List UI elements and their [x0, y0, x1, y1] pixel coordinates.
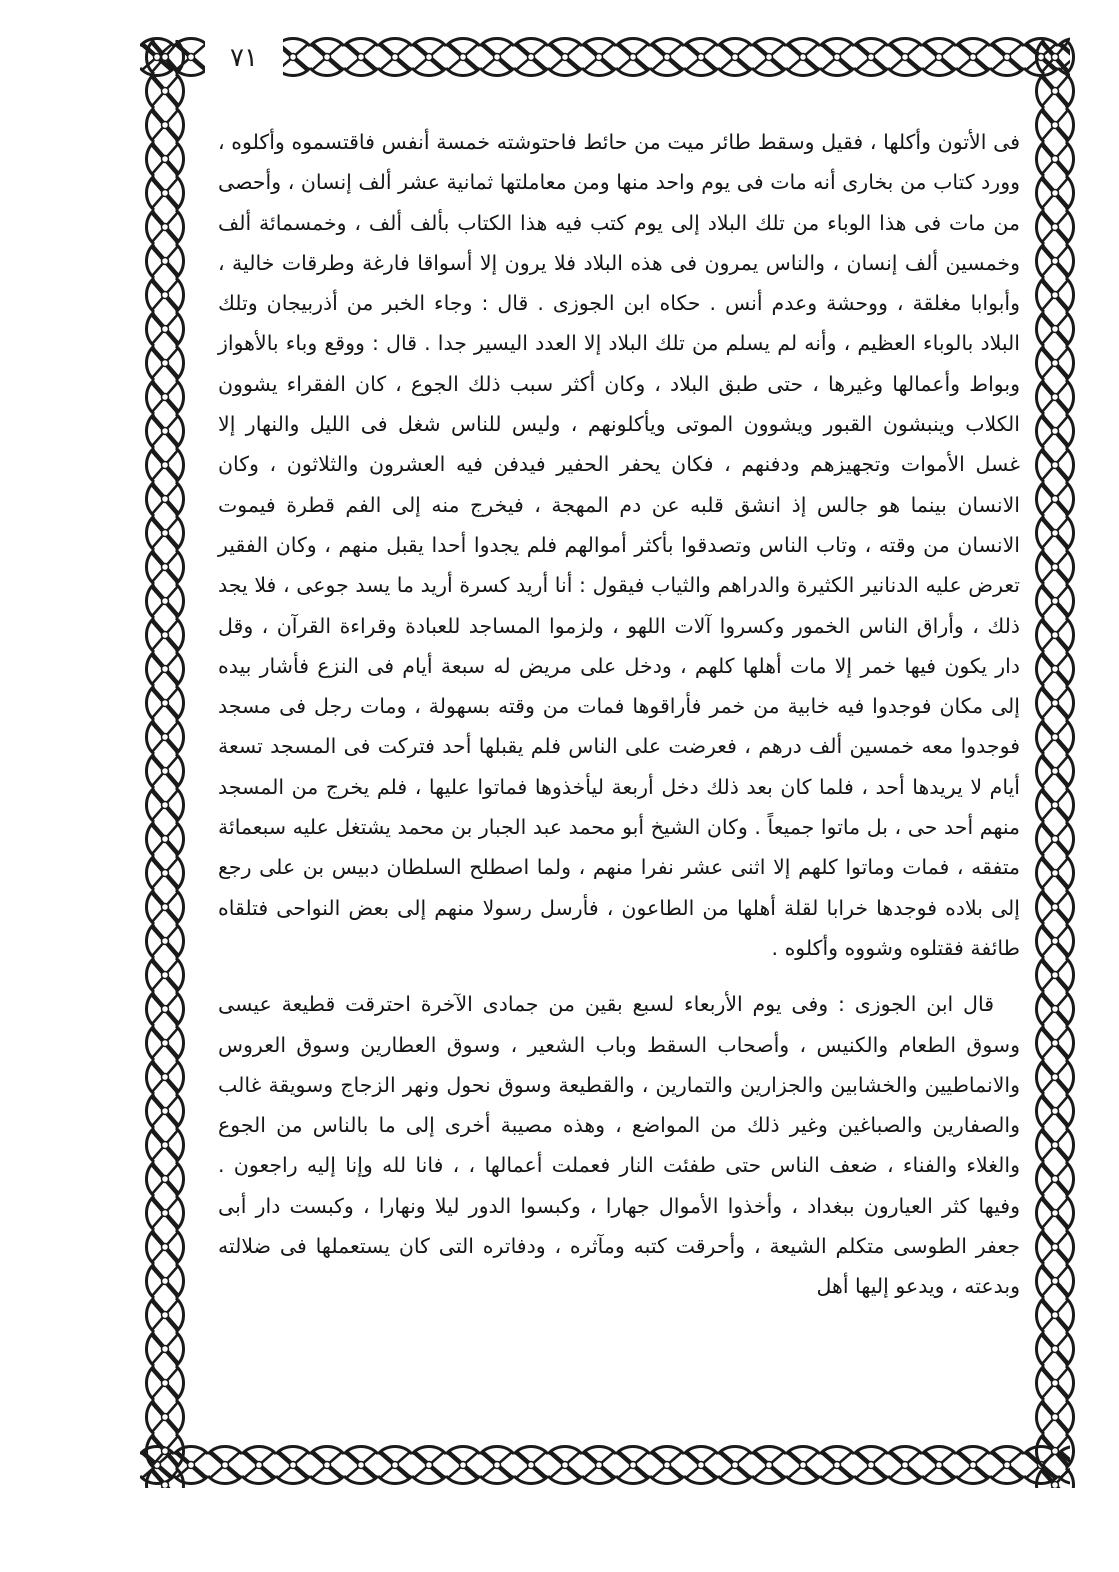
ornamental-border-right	[1030, 40, 1078, 1488]
page-number: ٧١	[230, 43, 258, 73]
paragraph: فى الأتون وأكلها ، فقيل وسقط طائر ميت من حائط فاحتوشته خمسة أنفس فاقتسموه وأكلوه ، وورد كتاب من بخارى أنه مات فى يوم واحد منها ومن معاملتها ثمانية عشر ألف إنسان ، وأحصى من مات فى هذا الوباء من تلك البلاد إلى يوم كتب فيه هذا الكتاب بألف ألف ، وخمسمائة ألف وخمسين ألف إنسان ، والناس يمرون فى هذه البلاد فلا يرون إلا أسواقا فارغة وطرقات خالية ، وأبوابا مغلقة ، ووحشة وعدم أنس . حكاه ابن الجوزى . قال : وجاء الخبر من أذربيجان وتلك البلاد بالوباء العظيم ، وأنه لم يسلم من تلك البلاد إلا العدد اليسير جدا . قال : ووقع وباء بالأهواز وبواط وأعمالها وغيرها ، حتى طبق البلاد ، وكان أكثر سبب ذلك الجوع ، كان الفقراء يشوون الكلاب وينبشون القبور ويشوون الموتى ويأكلونهم ، وليس للناس شغل فى الليل والنهار إلا غسل الأموات وتجهيزهم ودفنهم ، فكان يحفر الحفير فيدفن فيه العشرون والثلاثون ، وكان الانسان بينما هو جالس إذ انشق قلبه عن دم المهجة ، فيخرج منه إلى الفم قطرة فيموت الانسان من وقته ، وتاب الناس وتصدقوا بأكثر أموالهم فلم يجدوا أحدا يقبل منهم ، وكان الفقير تعرض عليه الدنانير الكثيرة والدراهم والثياب فيقول : أنا أريد كسرة أريد ما يسد جوعى ، فلا يجد ذلك ، وأراق الناس الخمور وكسروا آلات اللهو ، ولزموا المساجد للعبادة وقراءة القرآن ، وقل دار يكون فيها خمر إلا مات أهلها كلهم ، ودخل على مريض له سبعة أيام فى النزع فأشار بيده إلى مكان فوجدوا فيه خابية من خمر فأراقوها فمات من وقته بسهولة ، ومات رجل فى مسجد فوجدوا معه خمسين ألف درهم ، فعرضت على الناس فلم يقبلها أحد فتركت فى المسجد تسعة أيام لا يريدها أحد ، فلما كان بعد ذلك دخل أربعة ليأخذوها فماتوا عليها ، فلم يخرج من المسجد منهم أحد حى ، بل ماتوا جميعاً . وكان الشيخ أبو محمد عبد الجبار بن محمد يشتغل عليه سبعمائة متفقه ، فمات وماتوا كلهم إلا اثنى عشر نفرا منهم ، ولما اصطلح السلطان دبيس بن على رجع إلى بلاده فوجدها خرابا لقلة أهلها من الطاعون ، فأرسل رسولا منهم إلى بعض النواحى فتلقاه طائفة فقتلوه وشووه وأكلوه .	[218, 130, 1020, 960]
paragraph: قال ابن الجوزى : وفى يوم الأربعاء لسبع بقين من جمادى الآخرة احترقت قطيعة عيسى وسوق الطعام والكنيس ، وأصحاب السقط وباب الشعير ، وسوق العطارين وسوق العروس والانماطيين والخشابين والجزارين والتمارين ، والقطيعة وسوق نحول ونهر الزجاج وسويقة غالب والصفارين والصباغين وغير ذلك من المواضع ، وهذه مصيبة أخرى إلى ما بالناس من الجوع والغلاء والفناء ، ضعف الناس حتى طفئت النار فعملت أعمالها ، ، فانا لله وإنا إليه راجعون . وفيها كثر العيارون ببغداد ، وأخذوا الأموال جهارا ، وكبسوا الدور ليلا ونهارا ، وكبست دار أبى جعفر الطوسى متكلم الشيعة ، وأحرقت كتبه ومآثره ، ودفاتره التى كان يستعملها فى ضلالته وبدعته ، ويدعو إليها أهل	[218, 992, 1020, 1299]
ornamental-border-bottom	[140, 1440, 1070, 1488]
ornamental-border-left	[140, 40, 190, 1488]
main-text	[218, 122, 1020, 1307]
page-number-box	[205, 36, 283, 80]
